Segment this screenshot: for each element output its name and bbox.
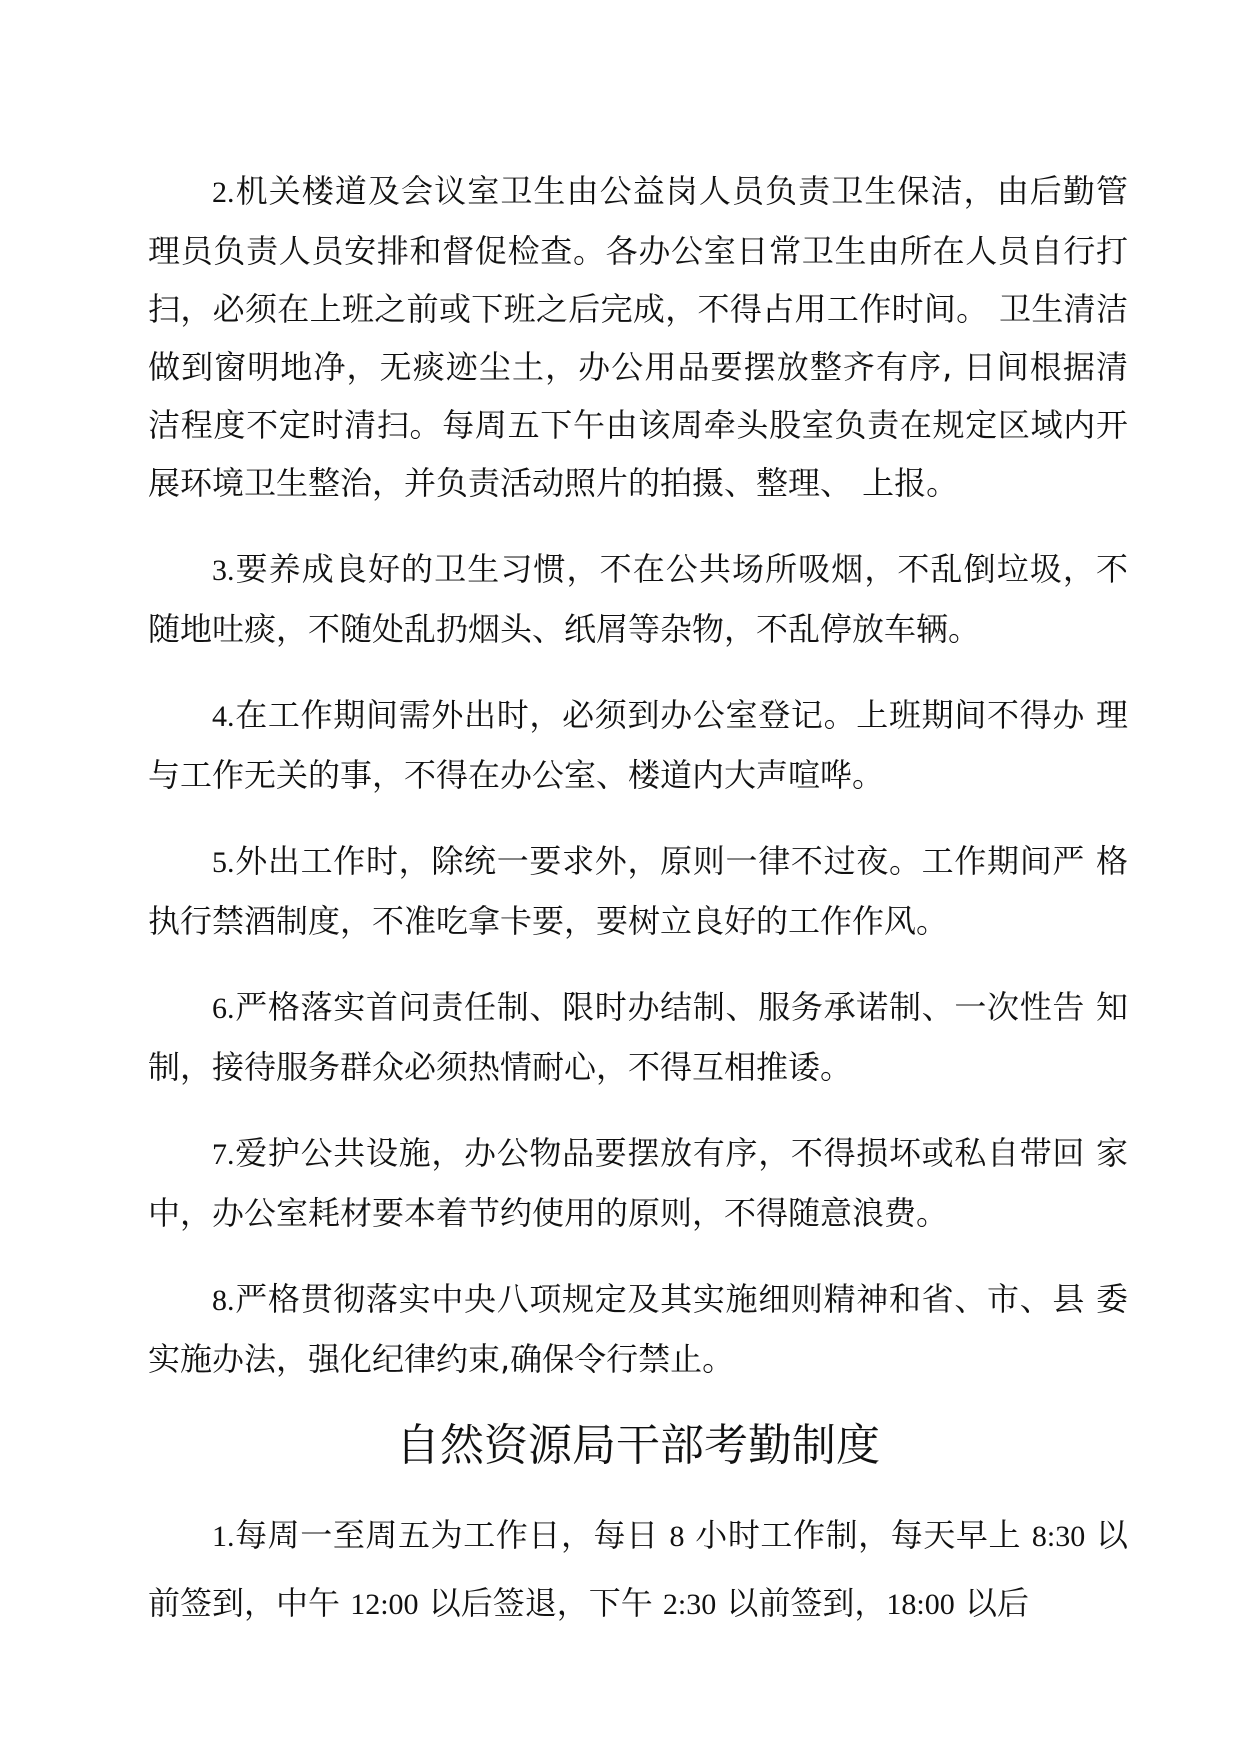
- rule-text: 小时工作制，每天早上: [684, 1516, 1032, 1554]
- rule-text: 严格落实首问责任制、限时办结制、服务承诺制、一次性告 知制，接待服务群众必须热情耐心，不得互相推诿。: [148, 988, 1128, 1086]
- time-value: 12:00: [350, 1588, 419, 1621]
- rule-text: 要养成良好的卫生习惯，不在公共场所吸烟，不乱倒垃圾，不随地吐痰，不随处乱扔烟头、纸屑等杂物，不乱停放车辆。: [148, 550, 1128, 648]
- rule-text: 外出工作时，除统一要求外，原则一律不过夜。工作期间严 格执行禁酒制度，不准吃拿卡要，要树立良好的工作作风。: [148, 842, 1128, 940]
- rule-paragraph-8: [148, 1270, 1128, 1388]
- attendance-paragraph-1: [148, 1502, 1128, 1638]
- rule-paragraph-7: [148, 1124, 1128, 1242]
- item-number: 3.: [212, 554, 235, 587]
- item-number: 8.: [212, 1284, 235, 1317]
- item-number: 6.: [212, 992, 235, 1025]
- rule-text: 在工作期间需外出时，必须到办公室登记。上班期间不得办 理与工作无关的事，不得在办公室、楼道内大声喧哗。: [148, 696, 1128, 794]
- rule-paragraph-6: [148, 978, 1128, 1096]
- time-value: 8:30: [1031, 1520, 1086, 1553]
- document-page: [148, 162, 1128, 1666]
- section-title: 自然资源局干部考勤制度: [396, 1420, 880, 1471]
- item-number: 2.: [212, 176, 235, 209]
- rule-text: 以前签到，中午: [148, 1516, 1128, 1622]
- rule-text: 以前签到，: [716, 1584, 887, 1622]
- rule-text: 以后签退，下午: [418, 1584, 663, 1622]
- time-value: 18:00: [886, 1588, 955, 1621]
- rule-text: 每周一至周五为工作日，每日: [234, 1516, 670, 1554]
- rule-paragraph-2: [148, 162, 1128, 512]
- rule-text: 以后: [954, 1584, 1029, 1622]
- hours-number: 8: [669, 1520, 685, 1553]
- item-number: 1.: [212, 1520, 235, 1553]
- rule-paragraph-5: [148, 832, 1128, 950]
- time-value: 2:30: [662, 1588, 717, 1621]
- item-number: 4.: [212, 700, 235, 733]
- item-number: 5.: [212, 846, 235, 879]
- rule-paragraph-3: [148, 540, 1128, 658]
- rule-text: 爱护公共设施，办公物品要摆放有序，不得损坏或私自带回 家中，办公室耗材要本着节约使用的原则，不得随意浪费。: [148, 1134, 1128, 1232]
- rule-text: 机关楼道及会议室卫生由公益岗人员负责卫生保洁，由后勤管理员负责人员安排和督促检查。各办公室日常卫生由所在人员自行打扫，必须在上班之前或下班之后完成，不得占用工作时间。 卫生清洁做到窗明地净，无痰迹尘土，办公用品要摆放整齐有序, 日间根据清洁程度不定时清扫。每周五下午由该周牵头股室负责在规定区域内开展环境卫生整治，并负责活动照片的拍摄、整理、 上报。: [148, 172, 1128, 502]
- rule-paragraph-4: [148, 686, 1128, 804]
- item-number: 7.: [212, 1138, 235, 1171]
- rule-text: 严格贯彻落实中央八项规定及其实施细则精神和省、市、县 委实施办法，强化纪律约束,确保令行禁止。: [148, 1280, 1128, 1378]
